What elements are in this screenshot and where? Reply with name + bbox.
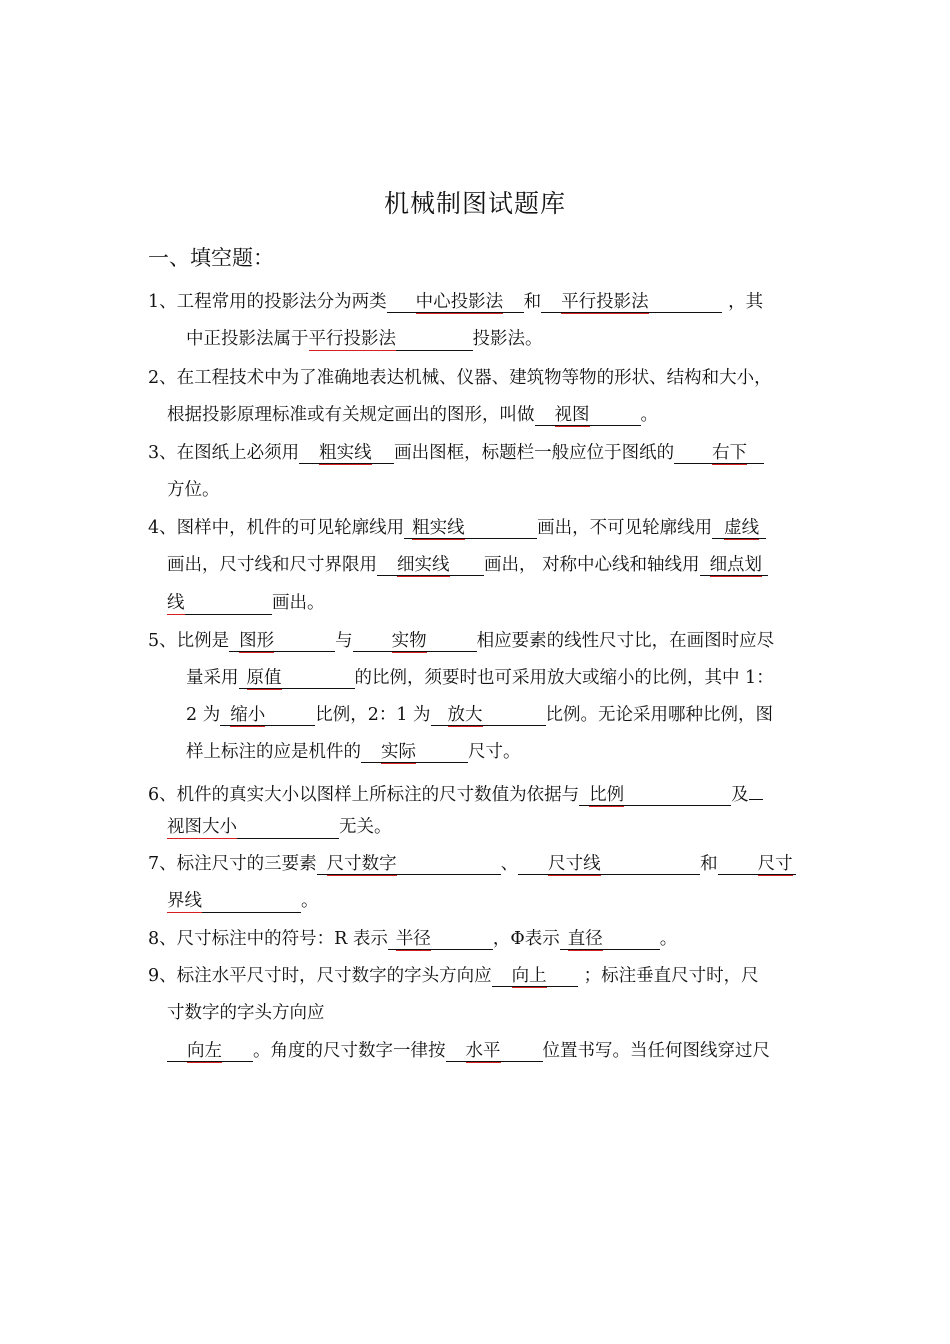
answer-blank: [579, 784, 731, 806]
question-text: 、: [500, 854, 519, 874]
answer-text: 尺寸线: [548, 854, 601, 874]
question-5-line-2: [186, 666, 774, 690]
answer-blank: [718, 853, 796, 875]
question-text: 样上标注的应是机件的: [186, 742, 361, 762]
question-text: 4、图样中，机件的可见轮廓线用: [148, 518, 405, 538]
answer-text: 尺寸: [757, 854, 793, 874]
answer-text: 虚线: [724, 518, 760, 538]
question-1-line-2: [186, 327, 543, 351]
answer-blank: [404, 517, 537, 539]
question-text: 和: [523, 292, 542, 312]
question-6-line-1: [148, 777, 763, 807]
question-text: 7、标注尺寸的三要素: [148, 854, 317, 874]
answer-text: 直径: [567, 929, 603, 949]
answer-blank: [492, 965, 578, 987]
answer-text: 缩小: [230, 705, 266, 725]
answer-text: 界线: [167, 891, 202, 911]
answer-blank: [541, 291, 722, 313]
answer-blank: [749, 777, 763, 800]
answer-text: 细点划: [709, 555, 763, 575]
answer-text: 右下: [712, 443, 748, 463]
question-7-line-2: [167, 889, 319, 913]
question-9-line-2: 寸数字的字头方向应: [167, 1003, 325, 1023]
answer-text: 尺寸数字: [326, 854, 397, 874]
question-text: 及: [731, 785, 749, 805]
question-text: ；标注垂直尺寸时，尺: [583, 966, 759, 986]
answer-blank: [353, 630, 477, 652]
question-5-line-3: [186, 703, 773, 727]
question-text: 2 为: [186, 705, 221, 725]
answer-blank: [220, 704, 315, 726]
question-text: 位置书写。当任何图线穿过尺: [542, 1041, 770, 1061]
question-text: 尺寸。: [468, 742, 521, 762]
question-text: 画出，不可见轮廓线用: [537, 518, 713, 538]
answer-text: 线: [167, 593, 185, 613]
question-text: 。角度的尺寸数字一律按: [253, 1041, 446, 1061]
question-9-line-3: [167, 1039, 770, 1063]
question-text: 中正投影法属于: [186, 329, 309, 349]
answer-text: 向上: [511, 966, 547, 986]
answer-blank: [309, 328, 473, 351]
question-text: 和: [700, 854, 718, 874]
answer-blank: [167, 816, 339, 839]
answer-text: 放大: [447, 705, 483, 725]
question-text: ，Φ表示: [492, 929, 560, 949]
question-text: 画出图框，标题栏一般应位于图纸的: [394, 443, 675, 463]
page-title: 机械制图试题库: [383, 189, 566, 218]
answer-blank: [388, 928, 493, 950]
question-text: 。: [301, 891, 319, 911]
question-text: 6、机件的真实大小以图样上所标注的尺寸数值为依据与: [148, 785, 580, 805]
question-text: 无关。: [339, 817, 392, 837]
answer-blank: [377, 554, 484, 576]
answer-blank: [518, 853, 700, 875]
question-text: 画出， 对称中心线和轴线用: [484, 555, 700, 575]
answer-text: 半径: [395, 929, 431, 949]
answer-text: 图形: [239, 631, 275, 651]
question-5-line-1: [148, 629, 774, 653]
answer-blank: [299, 442, 394, 464]
answer-text: 平行投影法: [308, 329, 396, 349]
question-3-line-2: 方位。: [167, 480, 220, 500]
question-2-line-2: [167, 403, 658, 427]
question-text: 比例，2：1 为: [315, 705, 431, 725]
answer-blank: [167, 592, 272, 615]
question-2-line-1: 2、在工程技术中为了准确地表达机械、仪器、建筑物等物的形状、结构和大小，: [148, 368, 772, 388]
answer-text: 平行投影法: [561, 292, 649, 312]
answer-blank: [317, 853, 501, 875]
answer-text: 向左: [187, 1041, 222, 1061]
question-1-line-1: [148, 290, 763, 314]
answer-text: 细实线: [397, 555, 450, 575]
question-6-line-2: [167, 815, 392, 839]
question-4-line-1: [148, 516, 766, 540]
question-text: 3、在图纸上必须用: [148, 443, 300, 463]
question-text: 量采用: [186, 668, 239, 688]
answer-text: 原值: [246, 668, 282, 688]
question-text: 画出。: [272, 593, 325, 613]
answer-text: 粗实线: [412, 518, 465, 538]
answer-blank: [167, 1040, 253, 1062]
question-text: 根据投影原理标准或有关规定画出的图形，叫做: [167, 405, 535, 425]
question-text: 8、尺寸标注中的符号：R 表示: [148, 929, 388, 949]
answer-text: 视图: [554, 405, 590, 425]
section-heading: 一、填空题：: [148, 246, 274, 270]
answer-blank: [229, 630, 335, 652]
answer-blank: [700, 554, 768, 576]
question-4-line-2: [167, 553, 768, 577]
question-text: 画出，尺寸线和尺寸界限用: [167, 555, 377, 575]
answer-text: 比例: [589, 785, 625, 805]
answer-text: 粗实线: [319, 443, 372, 463]
answer-text: 水平: [465, 1041, 501, 1061]
question-8-line-1: [148, 927, 677, 951]
question-9-line-1: [148, 964, 759, 988]
answer-blank: [361, 741, 468, 763]
answer-text: 中心投影法: [415, 292, 504, 312]
answer-blank: [431, 704, 546, 726]
answer-blank: [560, 928, 660, 950]
question-3-line-1: [148, 441, 764, 465]
question-text: 的比例，须要时也可采用放大或缩小的比例，其中 1：: [354, 668, 774, 688]
question-text: 。: [659, 929, 678, 949]
question-text: 相应要素的线性尺寸比，在画图时应尽: [476, 631, 775, 651]
answer-blank: [387, 291, 524, 313]
question-text: 。: [640, 405, 658, 425]
question-text: ，其: [728, 292, 764, 312]
answer-blank: [239, 667, 355, 689]
answer-blank: [712, 517, 766, 539]
question-7-line-1: [148, 852, 796, 876]
answer-blank: [167, 890, 301, 913]
answer-text: 实物: [391, 631, 427, 651]
question-4-line-3: [167, 591, 325, 615]
question-5-line-4: [186, 740, 521, 764]
answer-blank: [446, 1040, 543, 1062]
answer-text: 视图大小: [167, 817, 237, 837]
question-text: 比例。无论采用哪种比例，图: [545, 705, 774, 725]
question-text: 5、比例是: [148, 631, 230, 651]
question-text: 1、工程常用的投影法分为两类: [148, 292, 387, 312]
question-text: 9、标注水平尺寸时，尺寸数字的字头方向应: [148, 966, 492, 986]
answer-blank: [535, 404, 641, 426]
answer-text: 实际: [381, 742, 416, 762]
question-text: 与: [335, 631, 353, 651]
answer-blank: [674, 442, 764, 464]
question-text: 投影法。: [472, 329, 543, 349]
